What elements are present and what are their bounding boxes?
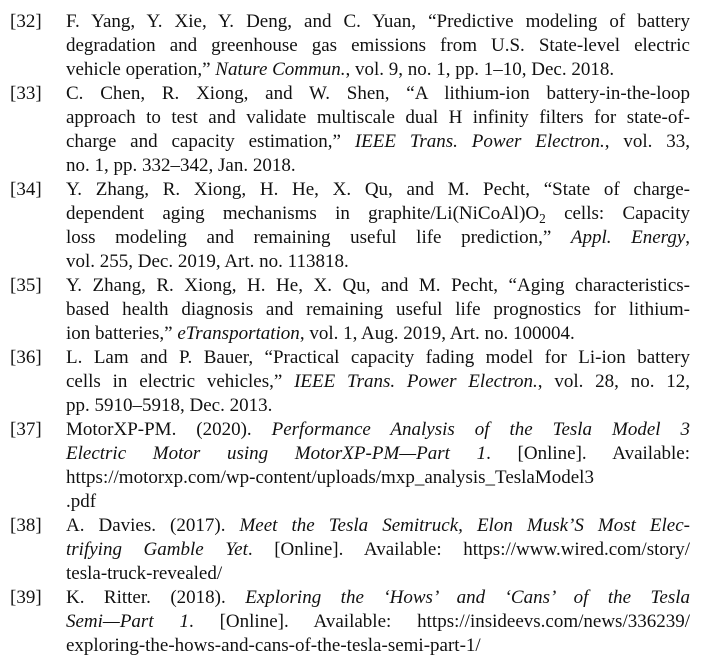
- reference-segment: C. Chen, R. Xiong, and W. Shen, “A lithium-ion battery-in-the-loop: [66, 83, 690, 104]
- reference-segment: dependent aging mechanisms in graphite/Li(NiCoAl)O: [66, 203, 540, 224]
- reference-line: [66, 538, 690, 562]
- reference-italic-segment: eTransportation: [177, 323, 300, 344]
- reference-line: [66, 562, 690, 586]
- reference-italic-segment: IEEE Trans. Power Electron.: [294, 371, 538, 392]
- reference-line: [66, 250, 690, 274]
- reference-entry: [10, 274, 690, 346]
- reference-line: [66, 82, 690, 106]
- reference-segment: based health diagnosis and remaining useful life prognostics for lithium-: [66, 299, 690, 320]
- reference-line: [66, 322, 690, 346]
- reference-segment: exploring-the-hows-and-cans-of-the-tesla-semi-part-1/: [66, 635, 481, 656]
- reference-text: [66, 274, 690, 346]
- reference-segment: , vol. 1, Aug. 2019, Art. no. 100004.: [299, 323, 575, 344]
- reference-segment: pp. 5910–5918, Dec. 2013.: [66, 395, 273, 416]
- reference-segment: approach to test and validate multiscale dual H infinity filters for state-of-: [66, 107, 690, 128]
- reference-segment: charge and capacity estimation,”: [66, 131, 355, 152]
- reference-segment: vehicle operation,”: [66, 59, 216, 80]
- reference-line: [66, 274, 690, 298]
- reference-italic-segment: Appl. Energy: [570, 227, 686, 248]
- reference-segment: Y. Zhang, R. Xiong, H. He, X. Qu, and M. Pecht, “Aging characteristics-: [66, 275, 690, 296]
- reference-segment: , vol. 9, no. 1, pp. 1–10, Dec. 2018.: [345, 59, 615, 80]
- reference-line: [66, 34, 690, 58]
- reference-segment: vol. 255, Dec. 2019, Art. no. 113818.: [66, 251, 349, 272]
- reference-line: [66, 586, 690, 610]
- subscript: 2: [539, 210, 546, 226]
- reference-number: [37]: [10, 419, 42, 440]
- reference-line: [66, 466, 690, 490]
- reference-entry: [10, 82, 690, 178]
- reference-entry: [10, 10, 690, 82]
- reference-italic-segment: IEEE Trans. Power Electron.: [354, 131, 605, 152]
- reference-segment: cells in electric vehicles,”: [66, 371, 295, 392]
- reference-number: [35]: [10, 275, 42, 296]
- reference-line: [66, 610, 690, 634]
- reference-italic-segment: Nature Commun.: [215, 59, 346, 80]
- reference-line: [66, 178, 690, 202]
- reference-entry: [10, 418, 690, 514]
- reference-segment: K. Ritter. (2018).: [66, 587, 246, 608]
- reference-segment: Y. Zhang, R. Xiong, H. He, X. Qu, and M. Pecht, “State of charge-: [66, 179, 690, 200]
- reference-entry: [10, 346, 690, 418]
- reference-text: [66, 82, 690, 178]
- reference-entry: [10, 178, 690, 274]
- reference-segment: F. Yang, Y. Xie, Y. Deng, and C. Yuan, “Predictive modeling of battery: [66, 11, 690, 32]
- reference-number: [39]: [10, 587, 42, 608]
- reference-line: [66, 154, 690, 178]
- reference-line: [66, 130, 690, 154]
- reference-line: [66, 106, 690, 130]
- reference-line: [66, 226, 690, 250]
- reference-text: [66, 178, 690, 274]
- reference-text: [66, 418, 690, 514]
- reference-line: [66, 346, 690, 370]
- reference-segment: no. 1, pp. 332–342, Jan. 2018.: [66, 155, 296, 176]
- reference-segment: MotorXP-PM. (2020).: [66, 419, 272, 440]
- reference-line: [66, 370, 690, 394]
- reference-line: [66, 490, 690, 514]
- reference-italic-segment: Exploring the ‘Hows’ and ‘Cans’ of the Tesla: [245, 587, 690, 608]
- reference-segment: degradation and greenhouse gas emissions from U.S. State-level electric: [66, 35, 690, 56]
- reference-segment: . [Online]. Available: https://insideevs.com/news/336239/: [188, 611, 690, 632]
- reference-line: [66, 418, 690, 442]
- reference-number: [36]: [10, 347, 42, 368]
- reference-line: [66, 394, 690, 418]
- reference-segment: . [Online]. Available:: [486, 443, 690, 464]
- reference-segment: . [Online]. Available: https://www.wired.com/story/: [247, 539, 690, 560]
- reference-text: [66, 514, 690, 586]
- reference-entry: [10, 586, 690, 658]
- reference-italic-segment: Meet the Tesla Semitruck, Elon Musk’S Most Elec-: [239, 515, 690, 536]
- reference-segment: , vol. 33,: [604, 131, 691, 152]
- reference-segment: ion batteries,”: [66, 323, 178, 344]
- reference-segment: cells: Capacity: [545, 203, 690, 224]
- reference-line: [66, 514, 690, 538]
- reference-number: [38]: [10, 515, 42, 536]
- reference-text: [66, 10, 690, 82]
- reference-segment: L. Lam and P. Bauer, “Practical capacity fading model for Li-ion battery: [66, 347, 690, 368]
- reference-list: [10, 10, 690, 658]
- reference-number: [32]: [10, 11, 42, 32]
- reference-line: [66, 442, 690, 466]
- reference-segment: .pdf: [66, 491, 97, 512]
- reference-italic-segment: trifying Gamble Yet: [66, 539, 248, 560]
- reference-text: [66, 586, 690, 658]
- reference-italic-segment: Electric Motor using MotorXP-PM—Part 1: [66, 443, 487, 464]
- reference-line: [66, 58, 690, 82]
- reference-italic-segment: Performance Analysis of the Tesla Model 3: [271, 419, 690, 440]
- reference-segment: tesla-truck-revealed/: [66, 563, 223, 584]
- reference-segment: ,: [685, 227, 691, 248]
- reference-entry: [10, 514, 690, 586]
- reference-segment: A. Davies. (2017).: [66, 515, 240, 536]
- reference-number: [33]: [10, 83, 42, 104]
- reference-line: [66, 298, 690, 322]
- reference-number: [34]: [10, 179, 42, 200]
- reference-line: [66, 10, 690, 34]
- reference-line: [66, 202, 690, 226]
- reference-segment: loss modeling and remaining useful life prediction,”: [66, 227, 571, 248]
- reference-segment: https://motorxp.com/wp-content/uploads/mxp_analysis_TeslaModel3: [66, 467, 594, 488]
- reference-segment: , vol. 28, no. 12,: [537, 371, 690, 392]
- reference-line: [66, 634, 690, 658]
- reference-text: [66, 346, 690, 418]
- reference-italic-segment: Semi—Part 1: [66, 611, 189, 632]
